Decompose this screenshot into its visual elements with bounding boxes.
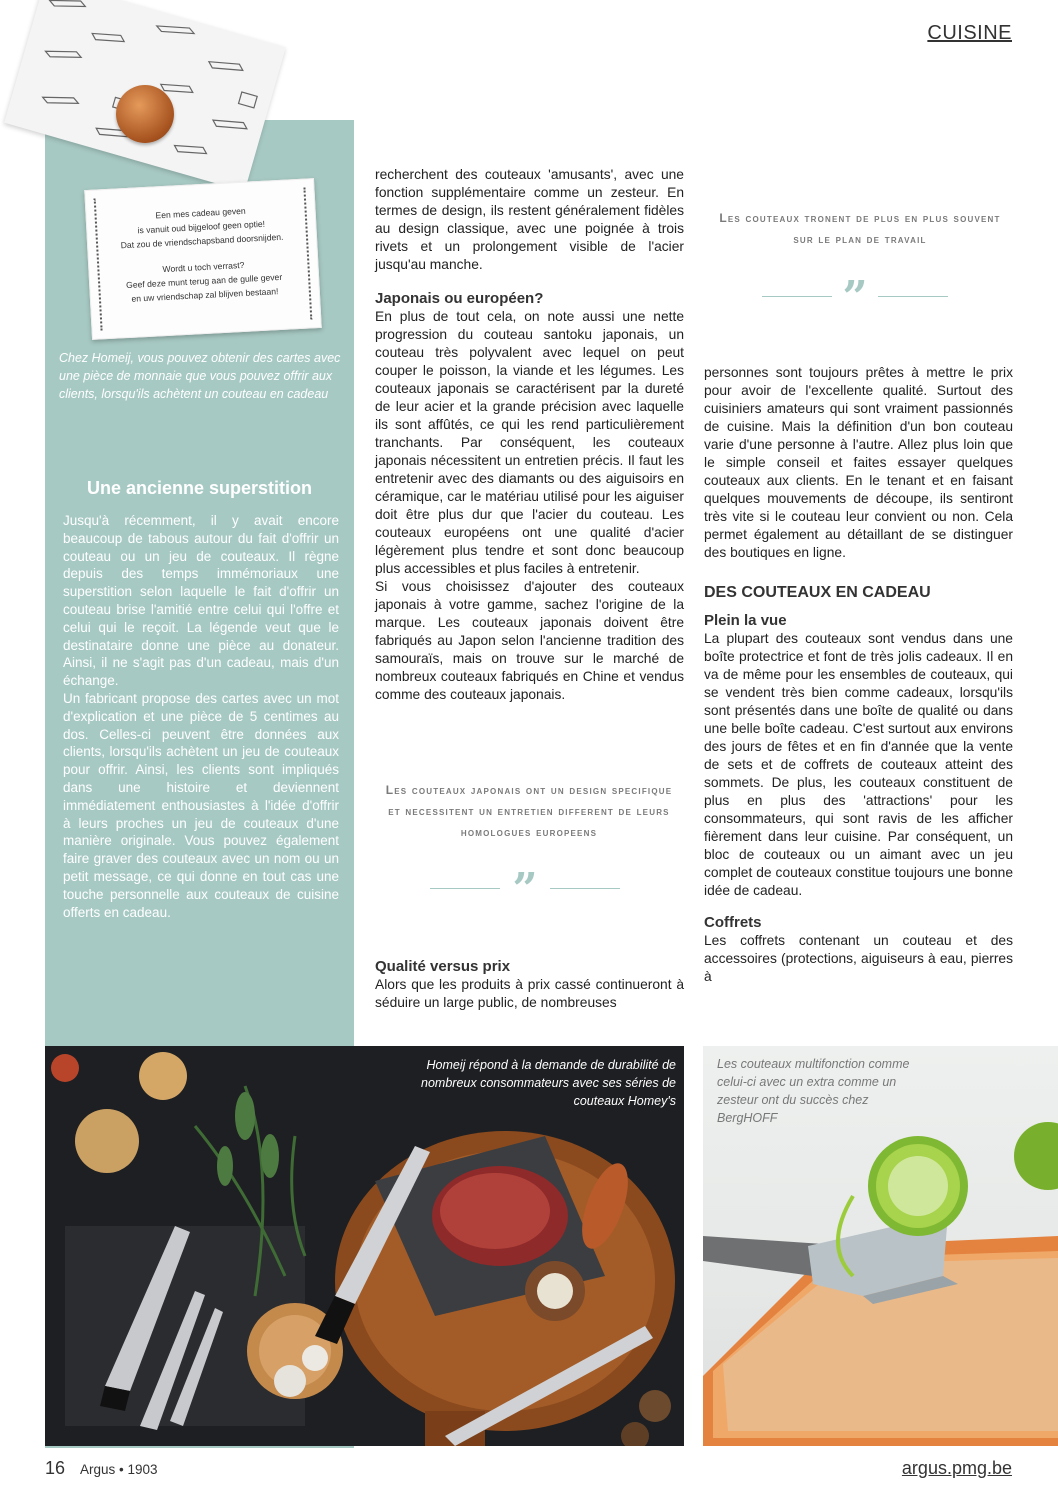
body-paragraph: personnes sont toujours prêtes à mettre le prix pour avoir de l'excellente qualité. Surtout des cuisiniers amateurs qui sont vraiment passionnés de cuisine. Mais la définition d'un bon couteau varie d'une personne à l'autre. Allez plus loin que le simple conseil et faites essayer quelques couteaux aux clients. En le tenant et en faisant quelques mouvements de découpe, ils sentiront très vite si le couteau leur convient ou non. Cela permet également au détaillant de se distinguer des boutiques en ligne. (704, 365, 1013, 560)
note-card-line: Geef deze munt terug aan de gulle gever (125, 271, 283, 291)
photo1-caption: Homeij répond à la demande de durabilité de nombreux consommateurs avec ses séries de couteaux Homey's (421, 1058, 676, 1108)
quote-divider (430, 864, 620, 915)
column-2-bottom (375, 958, 684, 1012)
divider-line (430, 888, 500, 889)
page-number: 16 (45, 1458, 66, 1478)
column-2-top (375, 166, 684, 704)
coin-image (116, 85, 174, 143)
section-label: CUISINE (927, 22, 1012, 44)
note-card-line: en uw vriendschap zal blijven bestaan! (131, 286, 279, 304)
sidebar-title: Une ancienne superstition (86, 478, 313, 498)
column-3 (704, 364, 1013, 986)
divider-line (878, 296, 948, 297)
section-heading: DES COUTEAUX EN CADEAU (704, 584, 931, 601)
subheading: Qualité versus prix (375, 958, 511, 975)
body-paragraph: En plus de tout cela, on note aussi une nette progression du couteau santoku japonais, un couteau très polyvalent avec lequel on peut couper le poisson, la viande et les légumes. Les couteaux japonais se caractérisent par la dureté de leur acier et la grande précision avec laquelle ils sont affûtés, ce qui les rend particulièrement tranchants. Par conséquent, les couteaux japonais nécessitent un entretien précis. Il faut les entretenir avec des diamants ou des aiguisoirs en céramique, car le matériau utilisé pour les aiguiser doit être plus dur que l'acier du couteau. Les couteaux européens ont une qualité d'acier légèrement plus tendre et sont donc beaucoup plus accessibles et plus faciles à entretenir. (375, 309, 684, 576)
note-card (84, 178, 322, 340)
magazine-issue: Argus • 1903 (80, 1462, 158, 1477)
note-card-line: is vanuit oud bijgeloof geen optie! (137, 218, 266, 236)
note-card-line: Dat zou de vriendschapsband doorsnijden. (120, 231, 284, 251)
pull-quote: Les couteaux japonais ont un design specifique et necessitent un entretien different de leurs homologues europeens (385, 783, 673, 839)
sidebar-body (63, 512, 339, 921)
sidebar-paragraph: Jusqu'à récemment, il y avait encore beaucoup de tabous autour du fait d'offrir un couteau ou un jeu de couteaux. Il règne depuis des temps immémoriaux une superstition selon laquelle le fait d'offrir un couteau brise l'amitié entre celui qui l'offre et celui qui le reçoit. La légende veut que le destinataire donne une pièce au donateur. Ainsi, il ne s'agit pas d'un cadeau, mais d'un échange. (63, 513, 339, 689)
subheading: Japonais ou européen? (375, 290, 544, 307)
note-card-line: Wordt u toch verrast? (162, 259, 245, 275)
divider-line (762, 296, 832, 297)
photo2-caption: Les couteaux multifonction comme celui-ci avec un extra comme un zesteur ont du succès chez BergHOFF (717, 1057, 910, 1125)
quote-icon: ” (512, 864, 538, 915)
body-paragraph: Alors que les produits à prix cassé continueront à séduire un large public, de nombreuses (375, 977, 684, 1010)
sidebar-paragraph: Un fabricant propose des cartes avec un mot d'explication et une pièce de 5 centimes au dos. Celles-ci peuvent être données aux clients, lorsqu'ils achètent un jeu de couteaux pour offrir. Ainsi, les clients sont impliqués dans une histoire et deviennent immédiatement enthousiastes à l'idée d'offrir à leurs proches un jeu de couteaux d'une manière originale. Vous pouvez également faire graver des couteaux avec un nom ou un petit message, ce qui donne en tout cas une touche personnelle aux couteaux de cuisine offerts en cadeau. (63, 690, 339, 920)
note-card-line: Een mes cadeau geven (155, 205, 246, 221)
website-link[interactable]: argus.pmg.be (901, 1458, 1012, 1478)
body-paragraph: Si vous choisissez d'ajouter des couteaux japonais à votre gamme, sachez l'origine de la marque. Les couteaux japonais doivent être fabriqués au Japon selon l'ancienne tradition des samouraïs, mais on trouve sur le marché de nombreux couteaux fabriqués en Chine et vendus comme des couteaux japonais. (375, 579, 684, 702)
pull-quote: Les couteaux tronent de plus en plus souvent sur le plan de travail (719, 211, 1001, 246)
body-paragraph: recherchent des couteaux 'amusants', avec une fonction supplémentaire comme un zesteur. En termes de design, ils restent généralement fidèles au design classique, avec une poignée à trois rivets et un prolongement visible de l'acier jusqu'au manche. (375, 167, 684, 272)
subheading: Coffrets (704, 914, 762, 931)
quote-icon: ” (842, 272, 868, 323)
quote-divider (762, 272, 948, 323)
body-paragraph: La plupart des couteaux sont vendus dans une boîte protectrice et font de très jolis cadeaux. Il en va de même pour les ensembles de couteaux, qui se vendent très bien comme cadeaux, lorsqu'ils sont présentés dans une boîte de qualité ou dans une belle boîte cadeau. C'est surtout aux environs des jours de fêtes et en fin d'année que la vente de sets et de coffrets de couteaux atteint des sommets. De plus, les couteaux constituent de plus en plus des 'attractions' pour les consommateurs, qui sont ravis de les afficher fièrement dans leur cuisine. Par conséquent, un bloc de couteaux ou un aimant avec un jeu complet de couteaux constitue toujours une bonne idée de cadeau. (704, 631, 1013, 898)
divider-line (550, 888, 620, 889)
sidebar-photo-caption: Chez Homeij, vous pouvez obtenir des cartes avec une pièce de monnaie que vous pouvez offrir aux clients, lorsqu'ils achètent un couteau en cadeau (59, 351, 341, 401)
body-paragraph: Les coffrets contenant un couteau et des accessoires (protections, aiguiseurs à eau, pierres à (704, 933, 1013, 984)
subheading: Plein la vue (704, 612, 787, 629)
